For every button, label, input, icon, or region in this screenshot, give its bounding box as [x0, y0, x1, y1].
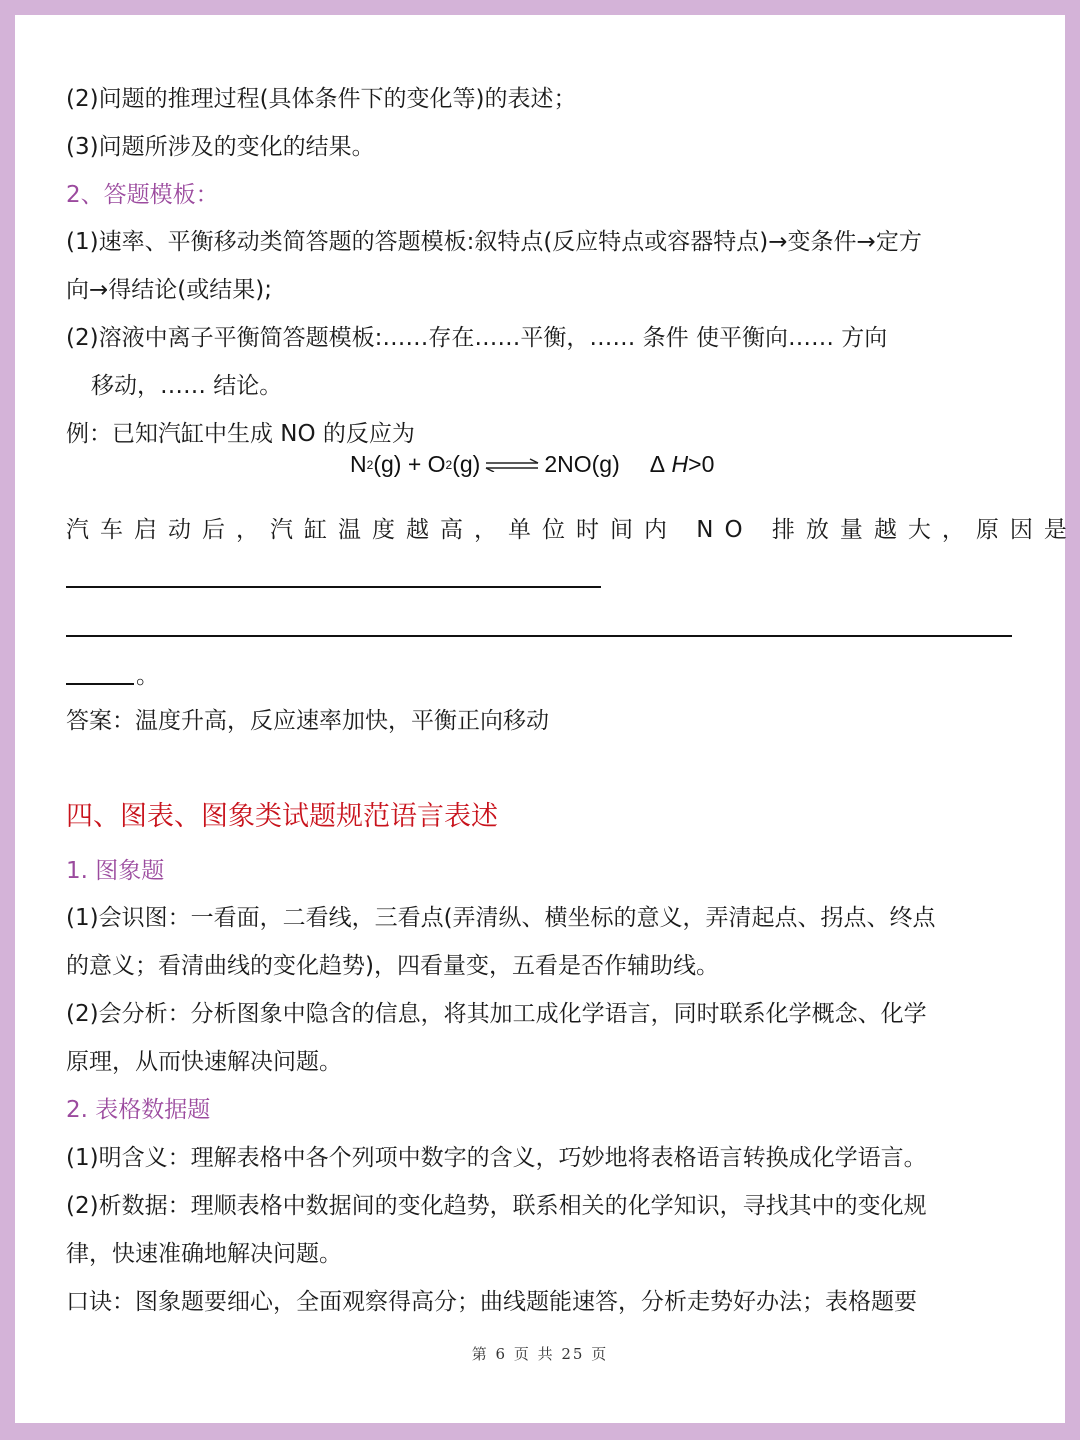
answer-blank-line: [66, 586, 601, 588]
text-line: 律，快速准确地解决问题。: [66, 1241, 342, 1267]
text-line: (3)问题所涉及的变化的结果。: [66, 134, 375, 160]
text-line: 移动，…… 结论。: [91, 373, 283, 399]
text-line: (2)析数据：理顺表格中数据间的变化趋势，联系相关的化学知识，寻找其中的变化规: [66, 1193, 927, 1219]
text-line: (2)会分析：分析图象中隐含的信息，将其加工成化学语言，同时联系化学概念、化学: [66, 1001, 927, 1027]
text-line: 向→得结论(或结果);: [66, 277, 272, 303]
answer-blank-line: [66, 683, 134, 685]
subheading-graph-questions: 1. 图象题: [66, 858, 165, 884]
text-line: (2)溶液中离子平衡简答题模板:……存在……平衡，…… 条件 使平衡向…… 方向: [66, 325, 888, 351]
section-heading: 四、图表、图象类试题规范语言表述: [66, 801, 498, 832]
answer-text: 答案：温度升高，反应速率加快，平衡正向移动: [66, 708, 549, 734]
text-line: 口诀：图象题要细心，全面观察得高分；曲线题能速答，分析走势好办法；表格题要: [66, 1289, 917, 1315]
question-text: 汽车启动后，汽缸温度越高，单位时间内 NO 排放量越大，原因是: [66, 517, 1078, 543]
subheading-answer-template: 2、答题模板：: [66, 182, 219, 208]
blank-end-mark: 。: [136, 663, 159, 689]
page-footer: 第 6 页 共 25 页: [471, 1345, 609, 1363]
answer-blank-line: [66, 635, 1012, 637]
text-line: (2)问题的推理过程(具体条件下的变化等)的表述；: [66, 86, 577, 112]
text-line: (1)会识图：一看面，二看线，三看点(弄清纵、横坐标的意义，弄清起点、拐点、终点: [66, 905, 936, 931]
text-line: (1)明含义：理解表格中各个列项中数字的含义，巧妙地将表格语言转换成化学语言。: [66, 1145, 927, 1171]
document-page: [15, 15, 1078, 1423]
subheading-table-questions: 2. 表格数据题: [66, 1097, 211, 1123]
equilibrium-arrow-icon: [484, 451, 540, 478]
text-line: 例：已知汽缸中生成 NO 的反应为: [66, 421, 415, 447]
text-line: 原理，从而快速解决问题。: [66, 1049, 342, 1075]
text-line: 的意义；看清曲线的变化趋势)，四看量变，五看是否作辅助线。: [66, 953, 719, 979]
chemical-equation: N 2 (g) + O 2 (g) 2NO(g) Δ H>0: [350, 451, 715, 477]
text-line: (1)速率、平衡移动类简答题的答题模板:叙特点(反应特点或容器特点)→变条件→定方: [66, 229, 922, 255]
